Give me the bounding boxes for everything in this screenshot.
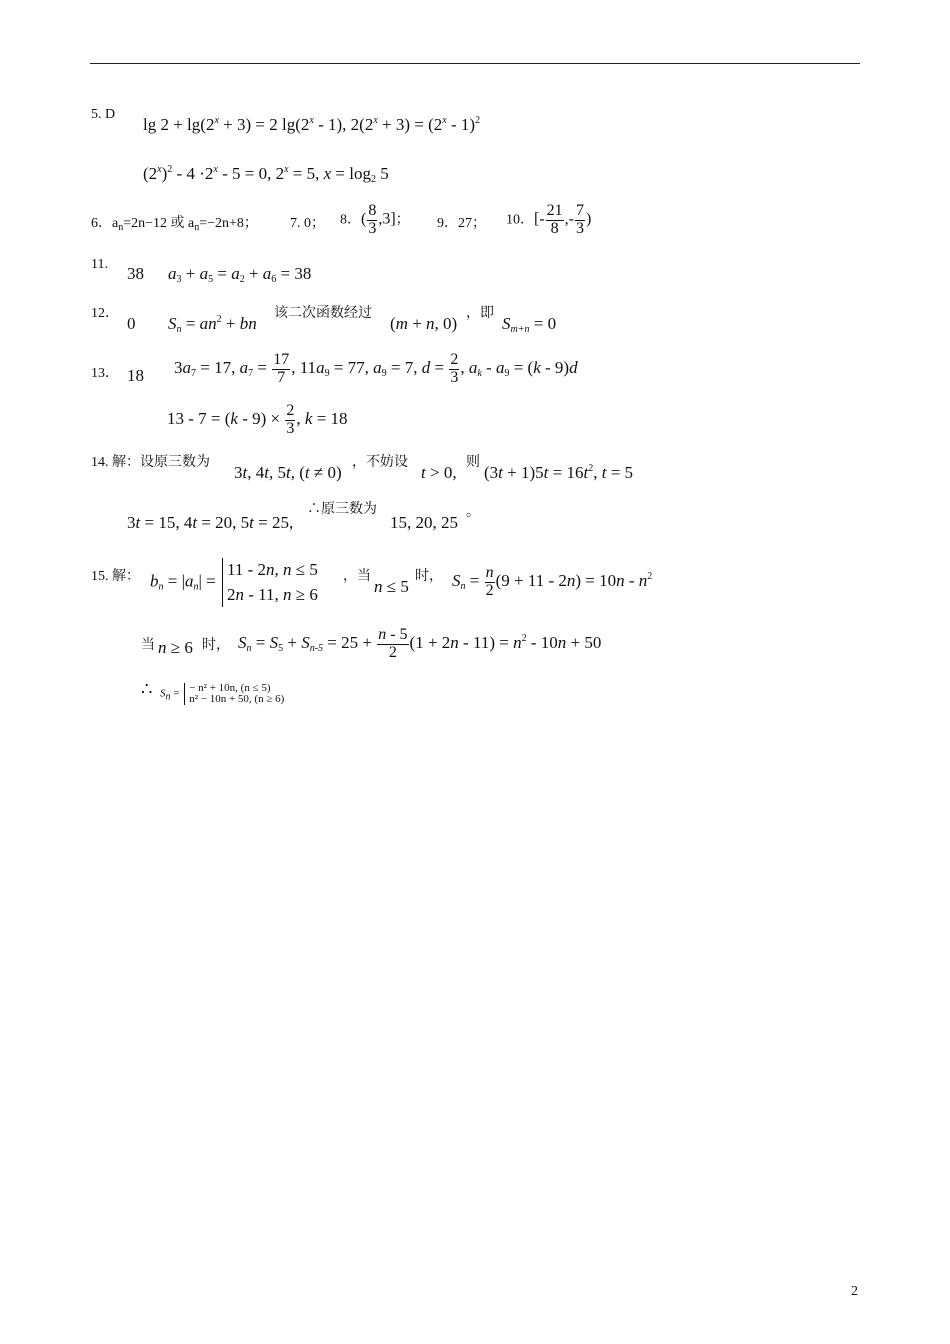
answer-15-sum1: $S_n$ = $\frac{n}{2}$ $(9 + 11 - 2n) = 10n - n^2$ <box>452 564 653 599</box>
answer-15-note2: 时， <box>415 569 443 584</box>
answer-12-work3: $S_{m+n} = 0$ <box>502 314 557 335</box>
answer-15-therefore: ∴ <box>141 679 153 699</box>
answer-15-sum2: $S_n = S_5 + S_{n-5} = 25$ + $\frac{n - 5}{2}$ $(1 + 2n - 11) = n^2 - 10n + 50$ <box>238 626 602 661</box>
answer-14-end: 。 <box>466 505 480 520</box>
answer-12-value: 0 <box>127 314 136 333</box>
answer-15-final: $S_n$ = − n² + 10n, (n ≤ 5) n² − 10n + 50, (n ≥ 6) <box>160 682 285 705</box>
answer-13-line1: $3a_7 = 17$, $a_7$ = $\frac{17}{7}$ , $11a_9 = 77$, $a_9 = 7$, d = $\frac{2}{3}$ , $a_k - a_9 = (k - 9)d$ <box>174 351 578 386</box>
answer-6: 6．$a_n=2n-12$ 或 $a_n=-2n+8$； <box>91 216 258 233</box>
answer-14-expr3: $(3t + 1)5t = 16t^2$, t = 5 <box>484 463 634 482</box>
header-rule <box>90 63 860 64</box>
answer-15-note3: 当 <box>141 638 155 653</box>
answer-15-note1: ，当 <box>343 569 371 584</box>
answer-5-line2: $(2^x)^2 - 4 \cdot 2^x - 5 = 0$, $2^x = 5$, $x = \log_2 5$ <box>143 164 389 185</box>
answer-14-expr4: 15, 20, 25 <box>390 513 458 532</box>
answer-13-line2: 13 - 7 = (k - 9) × $\frac{2}{3}$ , k = 18 <box>167 402 348 437</box>
answer-15-cond1: n ≤ 5 <box>374 577 409 596</box>
answer-14-expr2: t > 0, <box>421 463 457 482</box>
answer-5-line1: $\lg 2 + \lg(2^x + 3) = 2$ lg(2$^x$ - 1), $2(2^x + 3) = (2^x - 1)^2$ <box>143 115 481 134</box>
answer-15-cases: $b_n = |a_n|$ = 11 - 2n, n ≤ 5 2n - 11, n ≥ 6 <box>150 558 318 607</box>
answer-14-label: 14. 解：设原三数为 <box>91 455 210 470</box>
answer-15-label: 15. 解： <box>91 569 140 584</box>
answer-15-note4: 时， <box>202 638 230 653</box>
answer-12-work1: $S_n = an^2$ + bn <box>168 314 257 335</box>
answer-14-note3: ∴原三数为 <box>307 502 377 517</box>
answer-12-sep: ，即 <box>466 306 494 321</box>
answer-5-label: 5. D <box>91 107 116 122</box>
answer-14-expr1: 3t, 4t, 5t, (t ≠ 0) <box>234 463 342 482</box>
answer-12-note: 该二次函数经过 <box>274 306 372 321</box>
answer-10: 10．[- $\frac{21}{8}$ ,- $\frac{7}{3}$ ) <box>506 202 592 237</box>
answer-14-note1: ，不妨设 <box>352 455 408 470</box>
answer-11-work: $a_3 + a_5 = a_2 + a_6 = 38$ <box>168 264 312 285</box>
answer-15-cond2: n ≥ 6 <box>158 638 193 657</box>
answer-9: 9．27； <box>437 216 486 231</box>
answer-14-note2: 则 <box>466 455 480 470</box>
answer-14-line2: 3t = 15, 4t = 20, 5t = 25, <box>127 513 294 532</box>
answer-7: 7. 0； <box>290 216 325 231</box>
answer-12-work2: (m + n, 0) <box>390 314 458 333</box>
answer-11-label: 11. <box>91 257 108 272</box>
answer-11-value: 38 <box>127 264 144 283</box>
answer-13-value: 18 <box>127 366 144 385</box>
answer-13-label: 13． <box>91 366 119 381</box>
answer-12-label: 12． <box>91 306 119 321</box>
page-number: 2 <box>851 1284 858 1299</box>
answer-8: 8．( $\frac{8}{3}$ ,3]； <box>340 202 410 237</box>
